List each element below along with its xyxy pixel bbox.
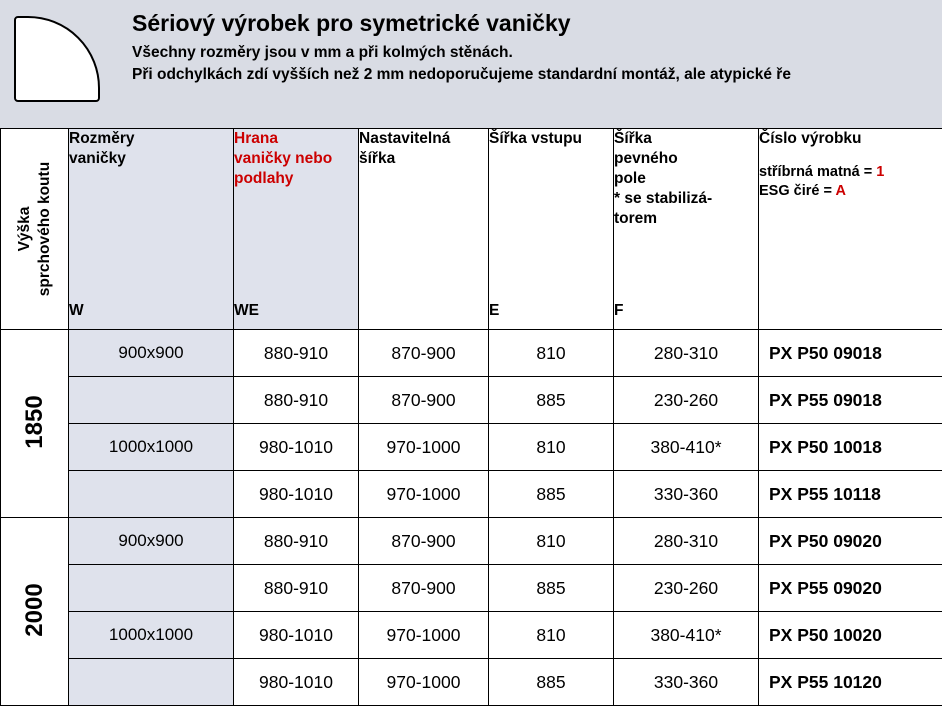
- cell-we: 880-910: [234, 330, 359, 377]
- cell-code: PX P50 09020: [759, 518, 942, 565]
- cell-tray-dims: 1000x1000: [69, 424, 234, 471]
- cell-adjustable: 970-1000: [359, 612, 489, 659]
- column-header-tray-dims-letter: W: [69, 301, 233, 321]
- page-title: Sériový výrobek pro symetrické vaničky: [132, 8, 791, 38]
- cell-entry: 885: [489, 565, 614, 612]
- header-note-line-1: Všechny rozměry jsou v mm a při kolmých stěnách.: [132, 42, 791, 64]
- cell-entry: 810: [489, 330, 614, 377]
- spec-table-wrapper: [0, 128, 942, 688]
- table-row: [1, 377, 942, 424]
- tray-icon-cell: [0, 0, 128, 128]
- cell-adjustable: 970-1000: [359, 471, 489, 518]
- table-row: [1, 330, 942, 377]
- column-header-entry: [489, 129, 614, 330]
- shower-tray-shape-icon: [14, 16, 100, 102]
- cell-fixed: 230-260: [614, 565, 759, 612]
- cell-entry: 810: [489, 518, 614, 565]
- cell-entry: 885: [489, 471, 614, 518]
- code-note-line-1-value: 1: [876, 164, 884, 180]
- row-group-height-1850: [1, 330, 69, 518]
- cell-adjustable: 870-900: [359, 518, 489, 565]
- column-header-entry-label: Šířka vstupu: [489, 129, 613, 149]
- cell-we: 980-1010: [234, 424, 359, 471]
- row-group-height-2000-label: 2000: [1, 518, 69, 702]
- cell-we: 880-910: [234, 518, 359, 565]
- cell-adjustable: 870-900: [359, 565, 489, 612]
- cell-tray-dims: [69, 659, 234, 706]
- cell-tray-dims: 1000x1000: [69, 612, 234, 659]
- column-header-adjustable: [359, 129, 489, 330]
- column-header-tray-dims: [69, 129, 234, 330]
- cell-fixed: 280-310: [614, 330, 759, 377]
- column-header-we-label: Hrana vaničky nebo podlahy: [234, 129, 358, 189]
- column-header-entry-letter: E: [489, 301, 613, 321]
- column-header-fixed: [614, 129, 759, 330]
- table-row: [1, 471, 942, 518]
- cell-tray-dims: [69, 565, 234, 612]
- header-text-block: [128, 0, 791, 86]
- column-header-code-label: Číslo výrobku: [759, 129, 942, 149]
- cell-fixed: 330-360: [614, 659, 759, 706]
- cell-code: PX P50 09018: [759, 330, 942, 377]
- code-note-line-2-text: ESG čiré =: [759, 183, 835, 199]
- cell-entry: 885: [489, 659, 614, 706]
- column-header-code: [759, 129, 942, 330]
- spec-table: [0, 128, 942, 706]
- cell-tray-dims: [69, 377, 234, 424]
- row-group-height-2000: [1, 518, 69, 706]
- cell-fixed: 330-360: [614, 471, 759, 518]
- cell-fixed: 380-410*: [614, 612, 759, 659]
- column-header-fixed-letter: F: [614, 301, 758, 321]
- table-row: [1, 612, 942, 659]
- cell-fixed: 280-310: [614, 518, 759, 565]
- cell-code: PX P50 10018: [759, 424, 942, 471]
- code-note-line-1-text: stříbrná matná =: [759, 164, 876, 180]
- column-header-code-note: [759, 163, 942, 201]
- cell-adjustable: 870-900: [359, 330, 489, 377]
- cell-code: PX P55 10118: [759, 471, 942, 518]
- cell-adjustable: 970-1000: [359, 424, 489, 471]
- table-header-row: [1, 129, 942, 330]
- cell-code: PX P50 10020: [759, 612, 942, 659]
- cell-adjustable: 870-900: [359, 377, 489, 424]
- column-header-we-letter: WE: [234, 301, 358, 321]
- table-row: [1, 424, 942, 471]
- cell-we: 880-910: [234, 377, 359, 424]
- cell-tray-dims: 900x900: [69, 518, 234, 565]
- cell-entry: 885: [489, 377, 614, 424]
- column-header-we: [234, 129, 359, 330]
- cell-we: 880-910: [234, 565, 359, 612]
- table-row: [1, 518, 942, 565]
- cell-we: 980-1010: [234, 659, 359, 706]
- column-header-height: [1, 129, 69, 330]
- cell-code: PX P55 09020: [759, 565, 942, 612]
- cell-code: PX P55 09018: [759, 377, 942, 424]
- column-header-adjustable-label: Nastavitelná šířka: [359, 129, 488, 169]
- cell-we: 980-1010: [234, 612, 359, 659]
- table-row: [1, 659, 942, 706]
- cell-code: PX P55 10120: [759, 659, 942, 706]
- cell-fixed: 380-410*: [614, 424, 759, 471]
- row-group-height-1850-label: 1850: [1, 330, 69, 514]
- column-header-fixed-label: Šířka pevného pole * se stabilizá- torem: [614, 129, 758, 229]
- cell-tray-dims: [69, 471, 234, 518]
- cell-entry: 810: [489, 612, 614, 659]
- cell-fixed: 230-260: [614, 377, 759, 424]
- code-note-line-2-value: A: [835, 183, 845, 199]
- column-header-tray-dims-label: Rozměry vaničky: [69, 129, 233, 169]
- column-header-height-label: Výška sprchového koutu: [1, 129, 69, 329]
- page-header: [0, 0, 942, 128]
- cell-entry: 810: [489, 424, 614, 471]
- table-row: [1, 565, 942, 612]
- cell-adjustable: 970-1000: [359, 659, 489, 706]
- cell-we: 980-1010: [234, 471, 359, 518]
- header-note-line-2: Při odchylkách zdí vyšších než 2 mm nedoporučujeme standardní montáž, ale atypické ře: [132, 64, 791, 86]
- cell-tray-dims: 900x900: [69, 330, 234, 377]
